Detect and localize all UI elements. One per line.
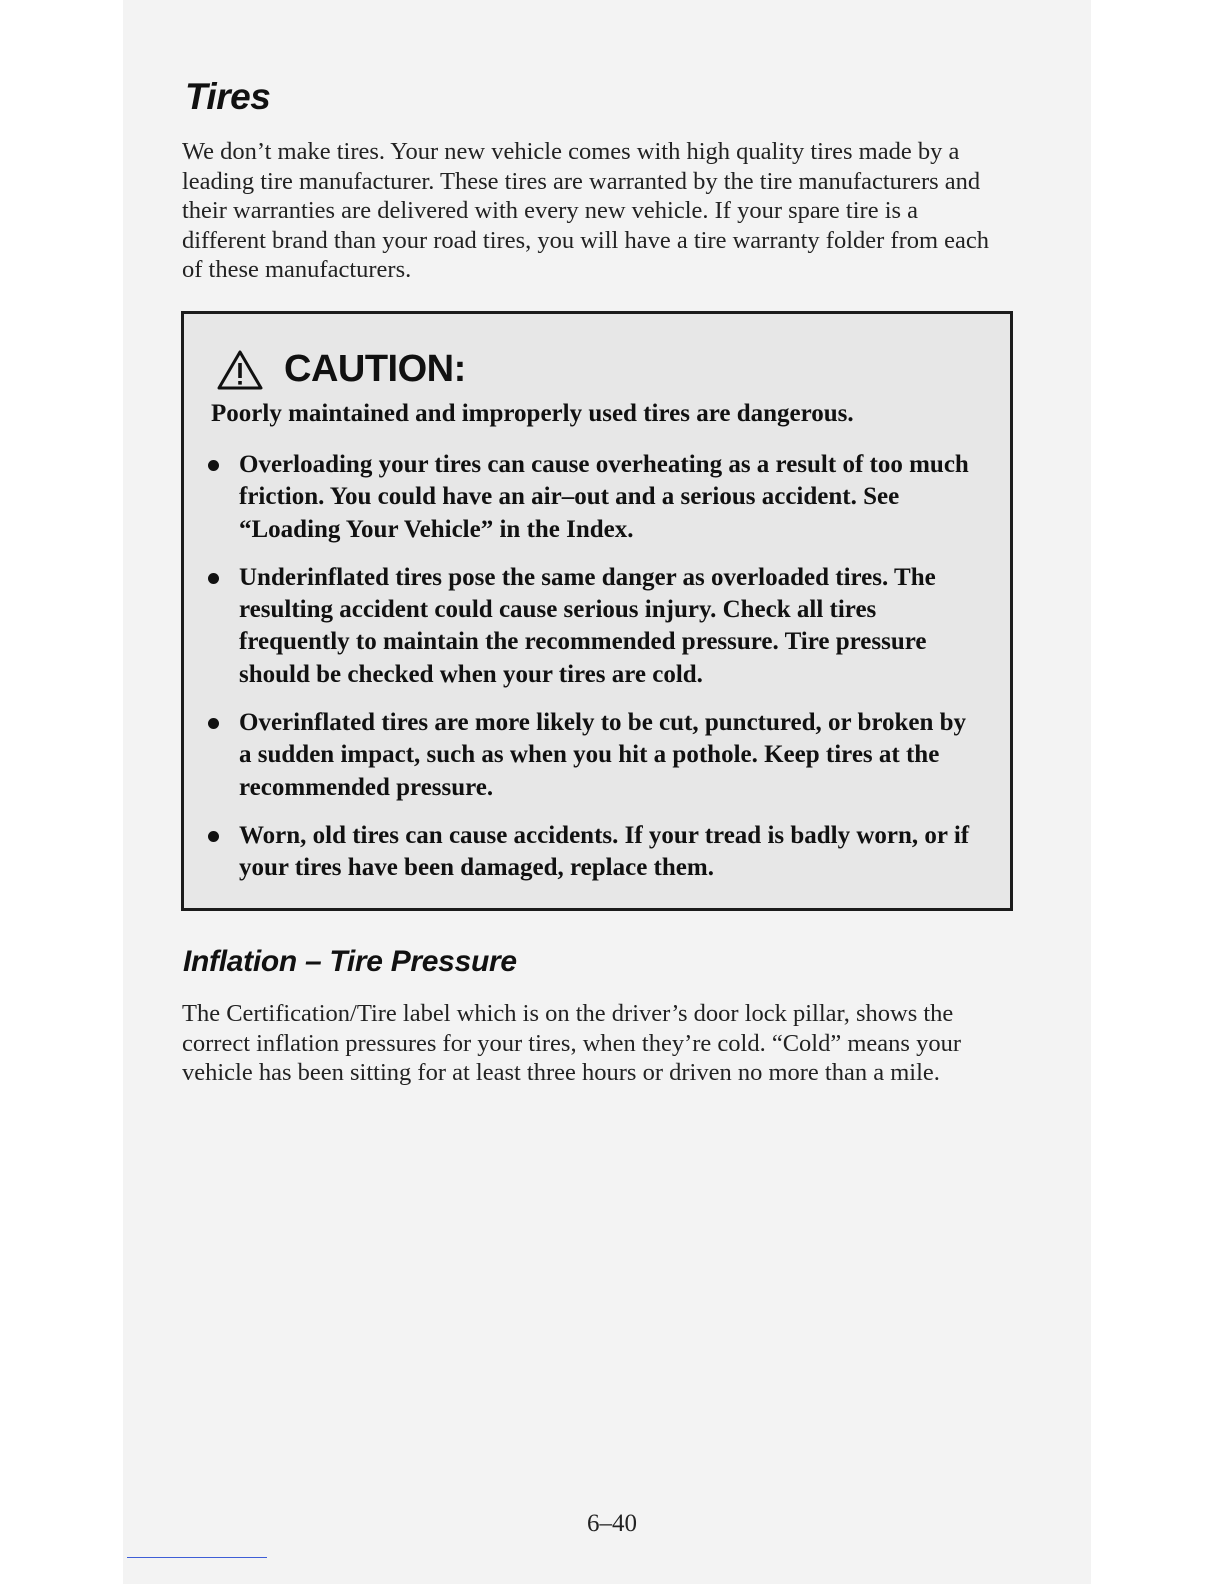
caution-item-underinflated: [184, 562, 974, 691]
caution-item-overinflated: [184, 707, 974, 804]
caution-item-overloading: [184, 449, 974, 546]
bullet-icon: [208, 460, 219, 471]
bullet-icon: [208, 573, 219, 584]
caution-title: CAUTION:: [284, 348, 466, 390]
warning-triangle-icon: [216, 349, 264, 391]
subsection-title: Inflation – Tire Pressure: [183, 945, 517, 978]
caution-box: [181, 311, 1013, 911]
caution-item-text: Worn, old tires can cause accidents. If your tread is badly worn, or if your tires have been damaged, replace them.: [239, 821, 970, 882]
caution-item-text: Overinflated tires are more likely to be cut, punctured, or broken by a sudden impact, such as when you hit a pothole. Keep tires at the recommended pressure.: [239, 709, 967, 801]
caution-item-text: Underinflated tires pose the same danger as overloaded tires. The resulting accident could cause serious injury. Check all tires frequently to maintain the recommended pressure. Tire pressure should be checked when your tires are cold.: [239, 563, 936, 688]
bullet-icon: [208, 718, 219, 729]
caution-list: [184, 449, 974, 901]
caution-header: [216, 348, 466, 391]
bullet-icon: [208, 831, 219, 842]
caution-item-text: Overloading your tires can cause overheating as a result of too much friction. You could have an air–out and a serious accident. See “Loading Your Vehicle” in the Index.: [239, 451, 969, 543]
link-underline: [127, 1557, 267, 1558]
tires-intro-paragraph: We don’t make tires. Your new vehicle comes with high quality tires made by a leading tire manufacturer. These tires are warranted by the tire manufacturers and their warranties are delivered with every new vehicle. If your spare tire is a different brand than your road tires, you will have a tire warranty folder from each of these manufacturers.: [182, 138, 990, 283]
inflation-paragraph: The Certification/Tire label which is on the driver’s door lock pillar, shows the correct inflation pressures for your tires, when they’re cold. “Cold” means your vehicle has been sitting for at least three hours or driven no more than a mile.: [182, 1000, 961, 1086]
caution-intro: Poorly maintained and improperly used tires are dangerous.: [211, 400, 854, 427]
caution-item-worn-tires: [184, 820, 974, 885]
page-number: 6–40: [587, 1510, 637, 1537]
section-title: Tires: [185, 76, 271, 117]
